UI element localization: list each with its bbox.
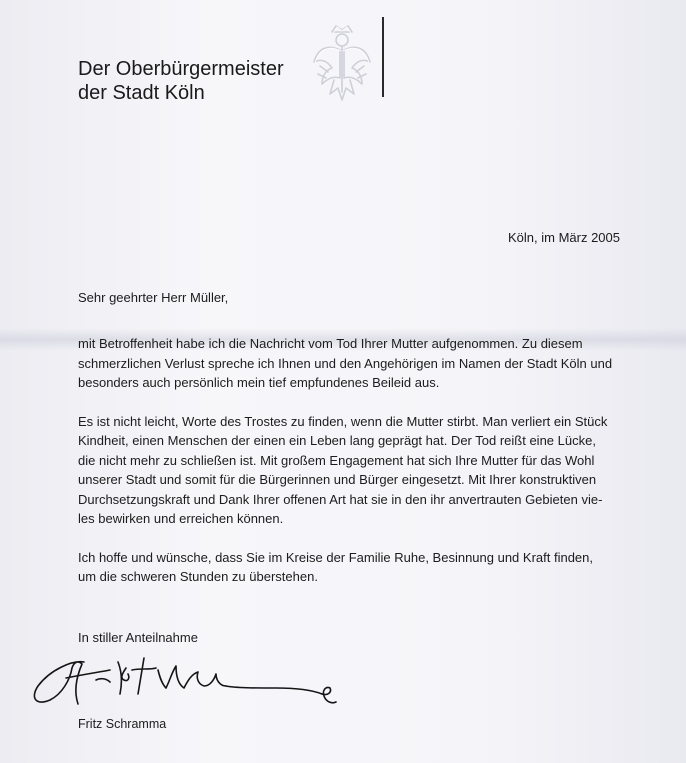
text-line: Es ist nicht leicht, Worte des Trostes zu finden, wenn die Mutter stirbt. Man verliert ein Stück xyxy=(78,413,608,429)
city-crest-embossed-icon xyxy=(310,22,374,106)
paragraph-3 xyxy=(78,548,638,587)
closing-phrase: In stiller Anteilnahme xyxy=(78,630,198,645)
paragraph-2 xyxy=(78,412,638,529)
text-line: les bewirken und erreichen können. xyxy=(78,511,284,526)
handwritten-signature-icon xyxy=(26,648,346,728)
paragraph-1 xyxy=(78,334,638,393)
salutation: Sehr geehrter Herr Müller, xyxy=(78,290,229,305)
text-line: Durchsetzungskraft und Dank Ihrer offenen Art hat sie in den ihr anvertrauten Gebieten vie- xyxy=(78,491,603,507)
text-line: Ich hoffe und wünsche, dass Sie im Kreise der Familie Ruhe, Besinnung und Kraft finden, xyxy=(78,549,593,565)
signer-name: Fritz Schramma xyxy=(78,717,167,731)
text-line: besonders auch persönlich mein tief empfundenes Beileid aus. xyxy=(78,375,440,390)
text-line: schmerzlichen Verlust spreche ich Ihnen und den Angehörigen im Namen der Stadt Köln und xyxy=(78,355,613,371)
letterhead-divider xyxy=(382,17,384,97)
text-line: Kindheit, einen Menschen der einen ein Leben lang geprägt hat. Der Tod reißt eine Lücke, xyxy=(78,433,596,448)
letter-date: Köln, im März 2005 xyxy=(508,230,620,245)
letterhead xyxy=(78,57,284,105)
letterhead-line-2: der Stadt Köln xyxy=(78,82,205,104)
letterhead-line-1: Der Oberbürgermeister xyxy=(78,58,284,80)
text-line: die nicht mehr zu schließen ist. Mit großem Engagement hat sich Ihre Mutter für das Wohl xyxy=(78,452,595,468)
text-line: um die schweren Stunden zu überstehen. xyxy=(78,569,318,584)
letter-body xyxy=(78,334,638,606)
text-line: unserer Stadt und somit für die Bürgerinnen und Bürger eingesetzt. Mit Ihrer konstruktiven xyxy=(78,472,597,487)
text-line: mit Betroffenheit habe ich die Nachricht vom Tod Ihrer Mutter aufgenommen. Zu diesem xyxy=(78,336,583,351)
